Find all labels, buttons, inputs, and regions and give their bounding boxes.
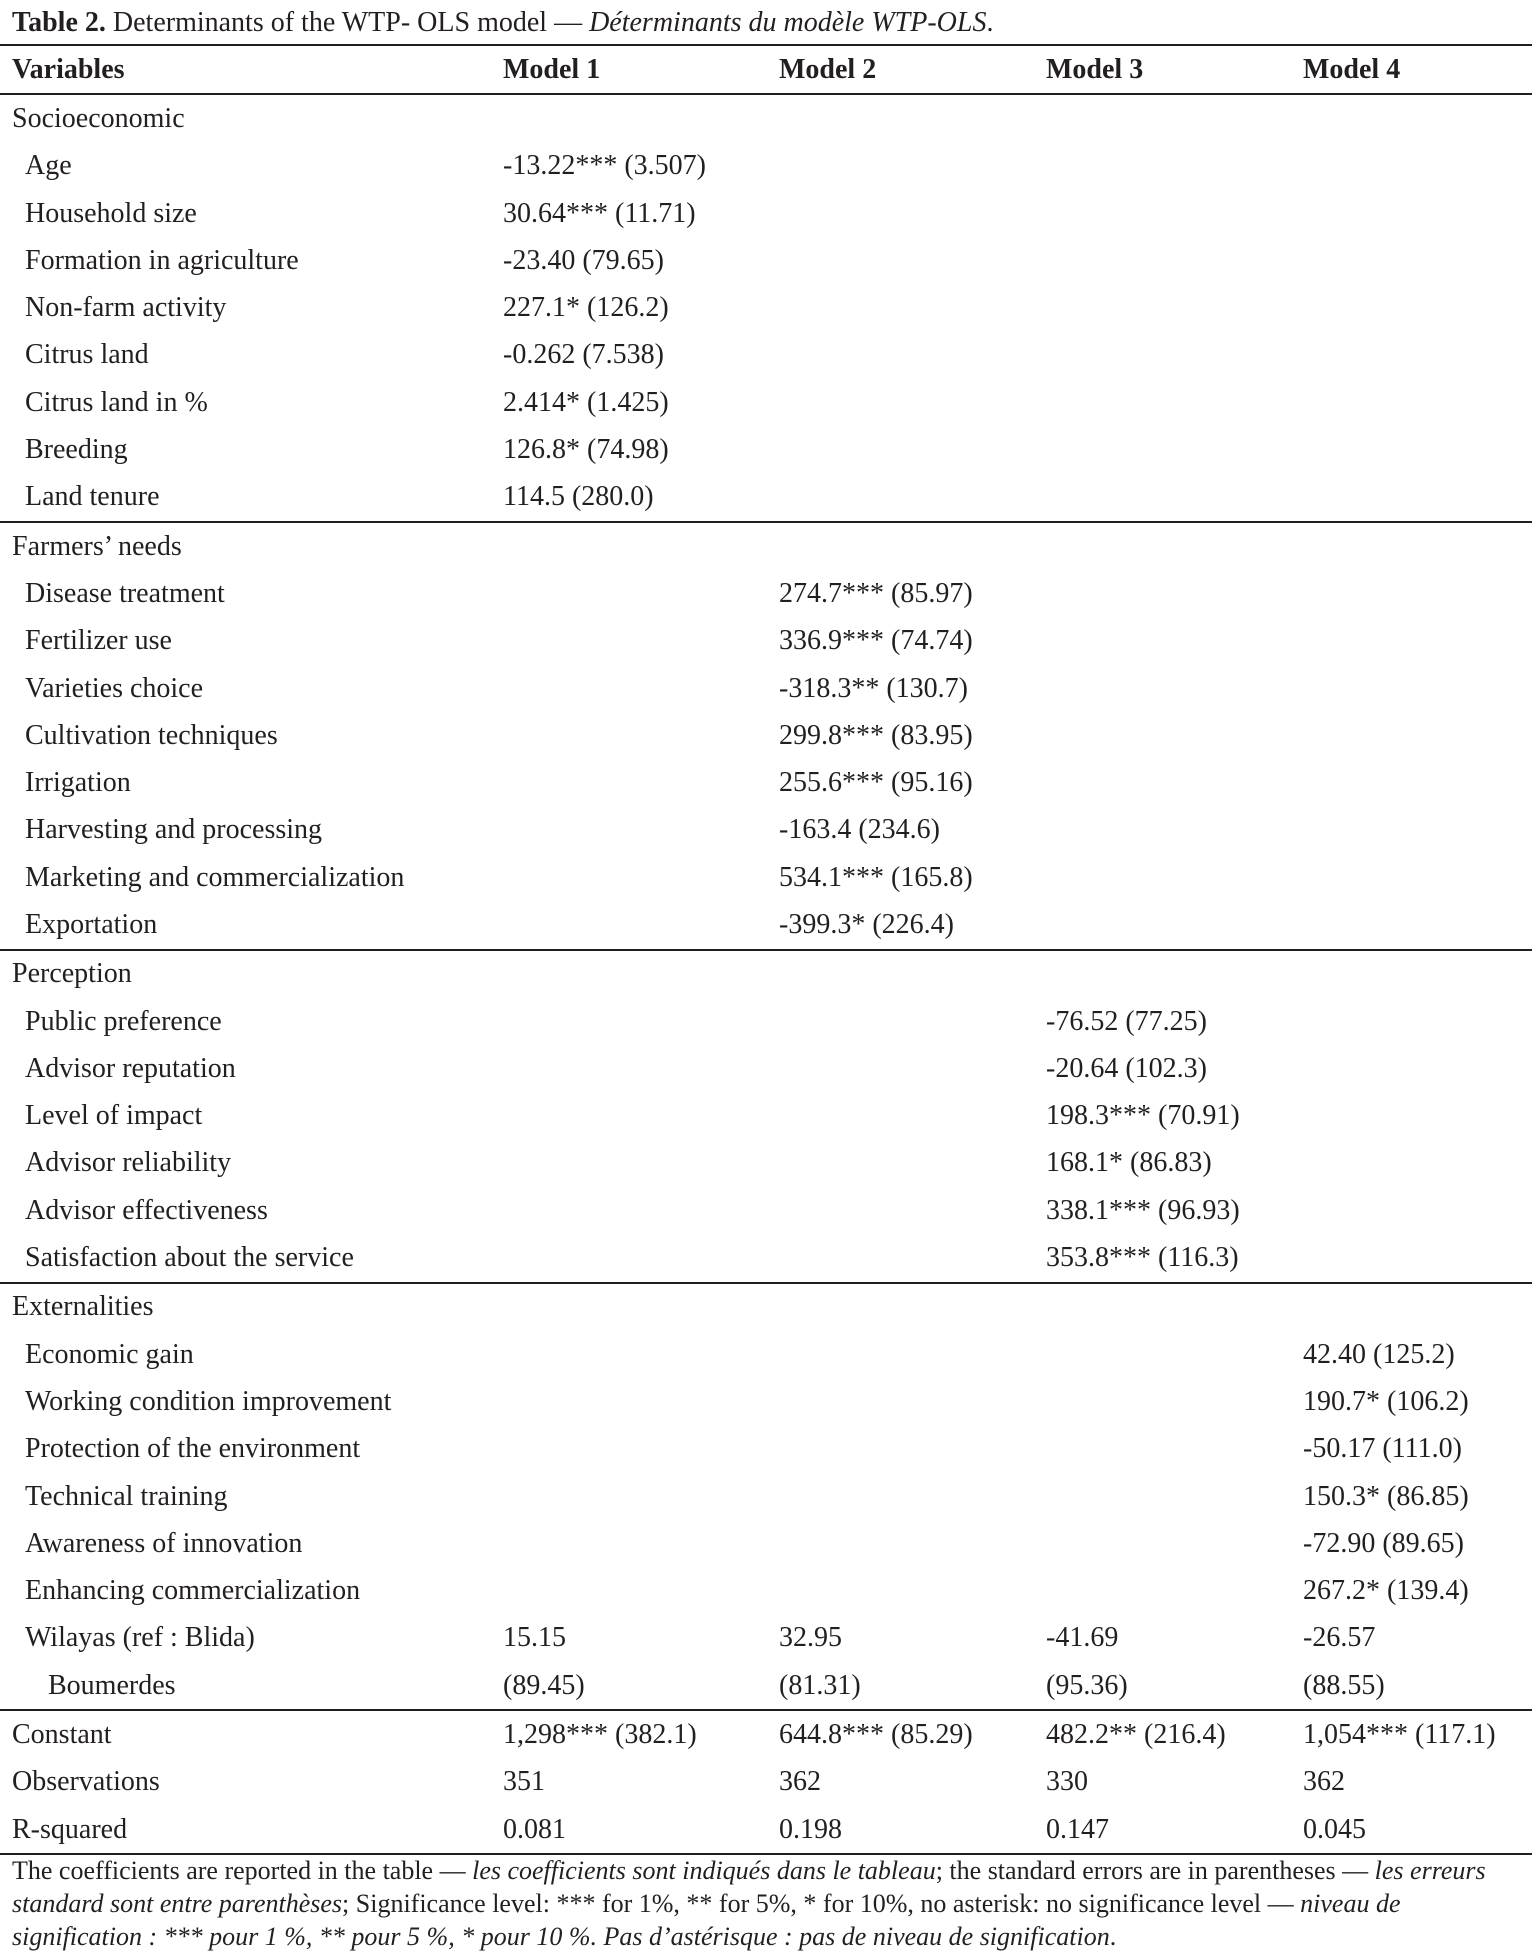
model-4-value: 0.045 (1303, 1806, 1532, 1854)
model-4-value (1303, 854, 1532, 901)
variable-label: Fertilizer use (25, 625, 172, 657)
table-row (0, 379, 1532, 426)
model-3-value (1046, 237, 1303, 284)
variable-label: Awareness of innovation (25, 1527, 303, 1559)
model-2-value: 299.8*** (83.95) (779, 719, 973, 751)
table-row (0, 426, 1532, 473)
variable-label: Exportation (25, 908, 158, 940)
model-4-value (1303, 426, 1532, 473)
footnote-part-french: les erreurs standard sont entre parenthèses (12, 1856, 1486, 1918)
variable-label: Non-farm activity (25, 292, 227, 324)
model-1-value (503, 570, 779, 617)
model-2-value: 0.198 (779, 1806, 1046, 1854)
table-row (0, 143, 1532, 190)
model-1-value (503, 1045, 779, 1092)
variable-label: Enhancing commercialization (25, 1575, 361, 1607)
model-4-value: 42.40 (125.2) (1303, 1338, 1455, 1370)
variable-label: Advisor reliability (25, 1147, 232, 1179)
model-2-value (779, 426, 1046, 473)
model-4-value (1303, 759, 1532, 806)
model-2-value: -399.3* (226.4) (779, 908, 954, 940)
regression-table (0, 44, 1532, 1855)
model-1-value: 15.15 (503, 1622, 566, 1654)
model-4-value: 1,054*** (117.1) (1303, 1710, 1532, 1758)
group-perception: Perception (0, 950, 1532, 998)
model-2-value (779, 1426, 1046, 1473)
model-2-value (779, 284, 1046, 331)
model-1-value (503, 1568, 779, 1615)
model-4-value (1303, 712, 1532, 759)
model-4-value (1303, 665, 1532, 712)
model-3-value (1046, 759, 1303, 806)
table-row (0, 1662, 1532, 1710)
table-row (0, 570, 1532, 617)
model-2-value: -318.3** (130.7) (779, 672, 968, 704)
variable-label: Cultivation techniques (25, 719, 278, 751)
model-1-value (503, 1187, 779, 1234)
variable-label: Satisfaction about the service (25, 1242, 354, 1274)
model-4-value (1303, 1093, 1532, 1140)
model-1-value: -13.22*** (3.507) (503, 150, 706, 182)
model-3-value (1046, 1568, 1303, 1615)
footnote-part: ; Significance level: *** for 1%, ** for 5%, * for 10%, no asterisk: no significance level — (342, 1889, 1301, 1918)
header-model-3: Model 3 (1046, 45, 1303, 94)
variable-label: Wilayas (ref : Blida) (25, 1622, 255, 1654)
model-1-value (503, 1234, 779, 1282)
table-row (0, 807, 1532, 854)
table-row (0, 1473, 1532, 1520)
model-2-value (779, 1331, 1046, 1378)
variable-label: Citrus land (25, 339, 149, 371)
model-2-value (779, 379, 1046, 426)
model-2-value: 534.1*** (165.8) (779, 861, 973, 893)
model-1-value: 227.1* (126.2) (503, 292, 669, 324)
model-3-value (1046, 665, 1303, 712)
model-1-value (503, 1140, 779, 1187)
model-4-value (1303, 618, 1532, 665)
model-1-value: 1,298*** (382.1) (503, 1710, 779, 1758)
model-4-value (1303, 1234, 1532, 1282)
table-row (0, 1234, 1532, 1282)
table-row (0, 712, 1532, 759)
variable-label: Citrus land in % (25, 386, 208, 418)
model-2-value (779, 143, 1046, 190)
table-row (0, 665, 1532, 712)
model-4-value (1303, 1140, 1532, 1187)
variable-label: Household size (25, 197, 197, 229)
model-4-value: -72.90 (89.65) (1303, 1527, 1464, 1559)
model-4-value: 150.3* (86.85) (1303, 1480, 1469, 1512)
model-4-value: -50.17 (111.0) (1303, 1433, 1462, 1465)
model-3-value (1046, 474, 1303, 522)
variable-label: Level of impact (25, 1100, 203, 1132)
model-4-value (1303, 901, 1532, 949)
header-model-1: Model 1 (503, 45, 779, 94)
model-4-value: -26.57 (1303, 1622, 1376, 1654)
table-row (0, 1331, 1532, 1378)
model-3-value (1046, 570, 1303, 617)
header-variables: Variables (0, 45, 503, 94)
model-3-value (1046, 1378, 1303, 1425)
variable-label: Harvesting and processing (25, 814, 323, 846)
model-3-value (1046, 618, 1303, 665)
model-4-value (1303, 474, 1532, 522)
model-4-value (1303, 1045, 1532, 1092)
table-row (0, 474, 1532, 522)
model-1-value (503, 1426, 779, 1473)
model-2-value: 644.8*** (85.29) (779, 1710, 1046, 1758)
table-row (0, 332, 1532, 379)
model-3-value: 353.8*** (116.3) (1046, 1242, 1239, 1274)
model-2-value: 336.9*** (74.74) (779, 625, 973, 657)
model-3-value: 482.2** (216.4) (1046, 1710, 1303, 1758)
model-1-value (503, 807, 779, 854)
table-footnote (12, 1854, 1512, 1953)
group-externalities: Externalities (0, 1283, 1532, 1331)
model-3-value (1046, 284, 1303, 331)
model-1-value (503, 759, 779, 806)
variable-label: Marketing and commercialization (25, 861, 405, 893)
variable-label: Technical training (25, 1480, 228, 1512)
model-3-value (1046, 143, 1303, 190)
table-row (0, 1045, 1532, 1092)
table-caption (12, 4, 993, 42)
variable-label: Advisor reputation (25, 1052, 236, 1084)
model-2-value (779, 1140, 1046, 1187)
model-2-value (779, 1045, 1046, 1092)
model-2-value (779, 1473, 1046, 1520)
stats-row (0, 1759, 1532, 1806)
model-3-value (1046, 190, 1303, 237)
model-1-value (503, 712, 779, 759)
variable-label: Advisor effectiveness (25, 1194, 268, 1226)
model-2-value (779, 190, 1046, 237)
model-3-value (1046, 1426, 1303, 1473)
variable-label: Age (25, 150, 72, 182)
model-3-value: -76.52 (77.25) (1046, 1005, 1207, 1037)
model-3-value: 198.3*** (70.91) (1046, 1100, 1240, 1132)
model-1-value: 0.081 (503, 1806, 779, 1854)
model-2-value (779, 1093, 1046, 1140)
model-3-value: -20.64 (102.3) (1046, 1052, 1207, 1084)
model-1-value (503, 1331, 779, 1378)
table-row (0, 759, 1532, 806)
model-4-value (1303, 190, 1532, 237)
table-label: Table 2. (12, 7, 106, 38)
model-1-value: -23.40 (79.65) (503, 244, 664, 276)
model-4-value (1303, 237, 1532, 284)
model-4-value: 362 (1303, 1766, 1345, 1798)
table-row (0, 190, 1532, 237)
model-2-value (779, 1234, 1046, 1282)
model-1-value (503, 1378, 779, 1425)
table-title: Determinants of the WTP- OLS model — (105, 7, 590, 38)
model-2-value (779, 1520, 1046, 1567)
variable-label: Public preference (25, 1005, 222, 1037)
footnote-part: ; the standard errors are in parentheses — (935, 1856, 1375, 1885)
model-1-value (503, 618, 779, 665)
group-row (0, 950, 1532, 998)
variable-label: Breeding (25, 434, 128, 466)
model-4-value (1303, 570, 1532, 617)
model-3-value: 338.1*** (96.93) (1046, 1194, 1240, 1226)
header-model-4: Model 4 (1303, 45, 1532, 94)
model-3-value (1046, 901, 1303, 949)
table-row (0, 1520, 1532, 1567)
table-row (0, 237, 1532, 284)
model-3-value: -41.69 (1046, 1622, 1119, 1654)
model-3-value: 168.1* (86.83) (1046, 1147, 1212, 1179)
group-row (0, 522, 1532, 570)
model-3-value (1046, 1331, 1303, 1378)
model-4-value: (88.55) (1303, 1669, 1385, 1701)
header-row (0, 45, 1532, 94)
variable-label: Formation in agriculture (25, 244, 299, 276)
variable-label: Protection of the environment (25, 1433, 361, 1465)
model-3-value (1046, 379, 1303, 426)
model-1-value (503, 854, 779, 901)
table-row (0, 618, 1532, 665)
model-4-value (1303, 1187, 1532, 1234)
model-2-value (779, 332, 1046, 379)
stats-row (0, 1710, 1532, 1758)
model-1-value (503, 998, 779, 1045)
model-2-value: 32.95 (779, 1622, 842, 1654)
table-row (0, 901, 1532, 949)
footnote-part: . (1109, 1922, 1117, 1951)
model-3-value (1046, 1520, 1303, 1567)
model-2-value (779, 1378, 1046, 1425)
table-row (0, 854, 1532, 901)
model-1-value (503, 1473, 779, 1520)
model-4-value (1303, 807, 1532, 854)
group-row (0, 94, 1532, 142)
model-4-value: 190.7* (106.2) (1303, 1385, 1469, 1417)
model-1-value: (89.45) (503, 1669, 585, 1701)
footnote-part-french: les coefficients sont indiqués dans le tableau (472, 1856, 936, 1885)
variable-label: Boumerdes (48, 1669, 176, 1701)
model-2-value: 255.6*** (95.16) (779, 767, 973, 799)
model-2-value: (81.31) (779, 1669, 861, 1701)
variable-label: Economic gain (25, 1338, 194, 1370)
model-4-value (1303, 143, 1532, 190)
table-title-french: Déterminants du modèle WTP-OLS (589, 7, 987, 38)
model-3-value (1046, 854, 1303, 901)
footnote-part-french: niveau de signification : *** pour 1 %, ** pour 5 %, * pour 10 %. Pas d’astérisque : pas de niveau de signification (12, 1889, 1401, 1951)
model-4-value (1303, 284, 1532, 331)
model-3-value (1046, 712, 1303, 759)
model-1-value: 2.414* (1.425) (503, 386, 669, 418)
model-2-value (779, 1568, 1046, 1615)
model-3-value (1046, 332, 1303, 379)
table-row (0, 1140, 1532, 1187)
model-1-value: 114.5 (280.0) (503, 481, 654, 513)
table-row (0, 1378, 1532, 1425)
model-2-value (779, 474, 1046, 522)
footnote-part: The coefficients are reported in the table — (12, 1856, 473, 1885)
model-1-value (503, 1520, 779, 1567)
model-1-value: -0.262 (7.538) (503, 339, 664, 371)
model-1-value: 351 (503, 1766, 545, 1798)
model-4-value (1303, 379, 1532, 426)
model-1-value (503, 1093, 779, 1140)
model-3-value: (95.36) (1046, 1669, 1128, 1701)
model-2-value: 362 (779, 1766, 821, 1798)
model-1-value: 126.8* (74.98) (503, 434, 669, 466)
model-2-value: -163.4 (234.6) (779, 814, 940, 846)
variable-label: Disease treatment (25, 577, 225, 609)
table-row (0, 1568, 1532, 1615)
model-3-value (1046, 1473, 1303, 1520)
model-3-value: 330 (1046, 1766, 1088, 1798)
model-4-value: 267.2* (139.4) (1303, 1575, 1469, 1607)
model-2-value (779, 998, 1046, 1045)
group-row (0, 1283, 1532, 1331)
table-row (0, 1615, 1532, 1662)
model-1-value: 30.64*** (11.71) (503, 197, 696, 229)
stat-label: Observations (12, 1766, 160, 1798)
group-farmers-needs: Farmers’ needs (0, 522, 1532, 570)
model-4-value (1303, 998, 1532, 1045)
variable-label: Working condition improvement (25, 1385, 392, 1417)
stats-row (0, 1806, 1532, 1854)
variable-label: Land tenure (25, 481, 160, 513)
model-3-value (1046, 807, 1303, 854)
model-4-value (1303, 332, 1532, 379)
model-2-value: 274.7*** (85.97) (779, 577, 973, 609)
model-1-value (503, 665, 779, 712)
model-1-value (503, 901, 779, 949)
variable-label: Varieties choice (25, 672, 204, 704)
group-socioeconomic: Socioeconomic (12, 102, 185, 134)
header-model-2: Model 2 (779, 45, 1046, 94)
table-row (0, 1093, 1532, 1140)
table-row (0, 998, 1532, 1045)
variable-label: Irrigation (25, 767, 131, 799)
model-3-value: 0.147 (1046, 1806, 1303, 1854)
table-row (0, 1426, 1532, 1473)
table-title-end: . (986, 7, 994, 38)
table-row (0, 1187, 1532, 1234)
model-2-value (779, 1187, 1046, 1234)
model-3-value (1046, 426, 1303, 473)
stat-label: R-squared (0, 1806, 503, 1854)
table-row (0, 284, 1532, 331)
model-2-value (779, 237, 1046, 284)
stat-label: Constant (0, 1710, 503, 1758)
